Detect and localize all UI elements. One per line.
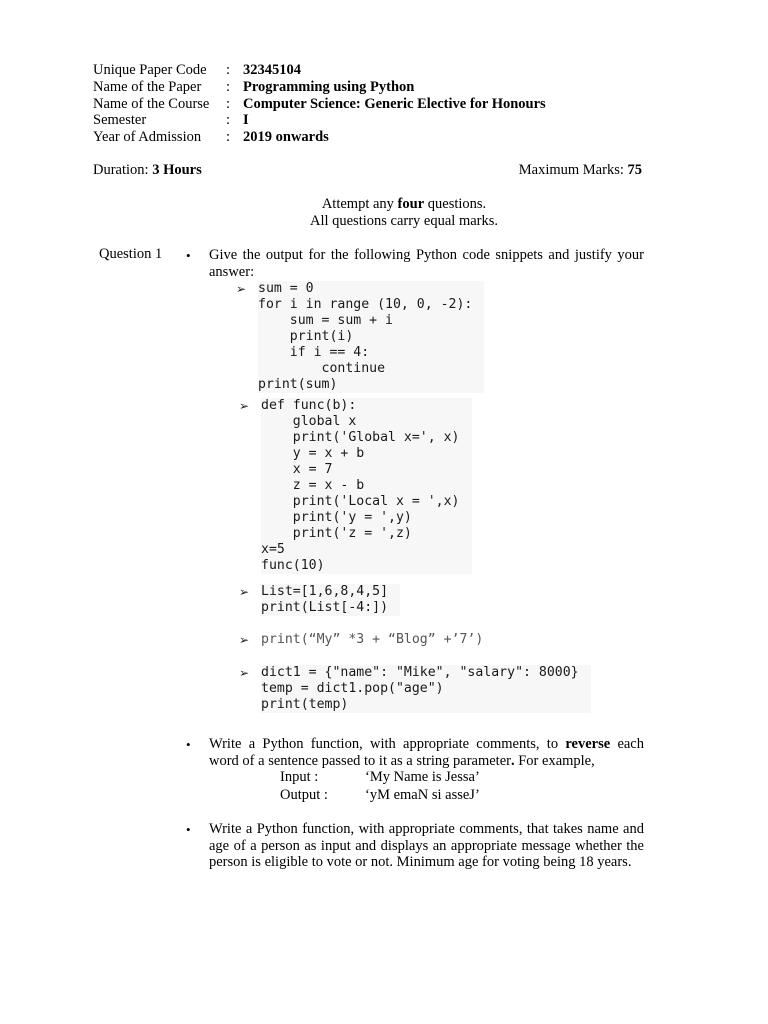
instruction-text: Attempt any	[321, 196, 398, 212]
header-value: I	[243, 112, 249, 129]
instruction-line-2: All questions carry equal marks.	[309, 213, 499, 229]
header-row-semester	[93, 112, 546, 129]
paper-header	[93, 62, 546, 146]
bullet-icon: •	[186, 248, 191, 263]
code-snippet-1: sum = 0 for i in range (10, 0, -2): sum = sum + i print(i) if i == 4: continue print(sum)	[258, 281, 484, 393]
maximum-marks	[519, 162, 642, 179]
question-1c-text: Write a Python function, with appropriate comments, that takes name and age of a person as input and displays an appropriate message whether the person is eligible to vote or not. Minimum age for voting being 18 years.	[209, 821, 644, 871]
header-label: Name of the Course	[93, 95, 210, 112]
header-row-year	[93, 129, 546, 146]
header-value: Programming using Python	[243, 78, 415, 95]
bullet-icon: •	[186, 737, 191, 752]
question-text: each word of a sentence passed to it as a string parameter	[209, 736, 644, 769]
header-label: Year of Admission	[93, 129, 202, 146]
header-value: 2019 onwards	[243, 129, 329, 146]
instruction-text: questions.	[424, 196, 487, 212]
duration	[93, 162, 202, 179]
bullet-icon: •	[186, 822, 191, 837]
code-snippet-2: def func(b): global x print('Global x=', x) y = x + b x = 7 z = x - b print('Local x = ',x) print('y = ',y) print('z = ',z) x=5 func(10)	[261, 398, 472, 574]
header-row-paper-name	[93, 79, 546, 96]
code-snippet-4: print(“My” *3 + “Blog” +’7’)	[261, 632, 484, 647]
example-output-label: Output :	[280, 787, 328, 803]
question-bold-period: .	[510, 752, 515, 769]
instruction-line-1	[0, 196, 768, 213]
header-value: 32345104	[243, 62, 301, 78]
question-1a-text: Give the output for the following Python code snippets and justify your answer:	[209, 247, 644, 280]
duration-label: Duration:	[93, 162, 153, 178]
header-row-paper-code	[93, 62, 546, 79]
header-colon: :	[226, 78, 231, 95]
header-value: Computer Science: Generic Elective for Honours	[243, 95, 546, 112]
header-colon: :	[226, 95, 231, 112]
header-label: Unique Paper Code	[93, 62, 207, 78]
arrow-bullet-icon: ➢	[239, 633, 250, 647]
header-label: Semester	[93, 112, 147, 129]
example-input-value: ‘My Name is Jessa’	[365, 769, 480, 785]
code-snippet-5: dict1 = {"name": "Mike", "salary": 8000} temp = dict1.pop("age") print(temp)	[261, 665, 591, 713]
duration-value: 3 Hours	[152, 162, 202, 178]
header-row-course-name	[93, 96, 546, 113]
code-snippet-3: List=[1,6,8,4,5] print(List[-4:])	[261, 584, 400, 616]
header-colon: :	[226, 62, 231, 78]
example-input-label: Input :	[280, 769, 319, 785]
header-colon: :	[226, 129, 231, 146]
max-marks-label: Maximum Marks:	[518, 162, 628, 178]
example-output-value: ‘yM emaN si asseJ’	[365, 787, 480, 803]
instruction-bold: four	[397, 196, 425, 212]
question-1b-text	[209, 736, 644, 769]
header-label: Name of the Paper	[93, 78, 202, 95]
header-colon: :	[226, 112, 231, 129]
question-text: For example,	[514, 752, 595, 769]
question-bold-word: reverse	[565, 736, 611, 752]
arrow-bullet-icon: ➢	[239, 585, 250, 599]
question-text: Write a Python function, with appropriate comments, to	[209, 736, 566, 752]
arrow-bullet-icon: ➢	[239, 399, 250, 413]
max-marks-value: 75	[627, 162, 642, 178]
arrow-bullet-icon: ➢	[236, 282, 247, 296]
question-1-label: Question 1	[99, 246, 163, 262]
arrow-bullet-icon: ➢	[239, 666, 250, 680]
